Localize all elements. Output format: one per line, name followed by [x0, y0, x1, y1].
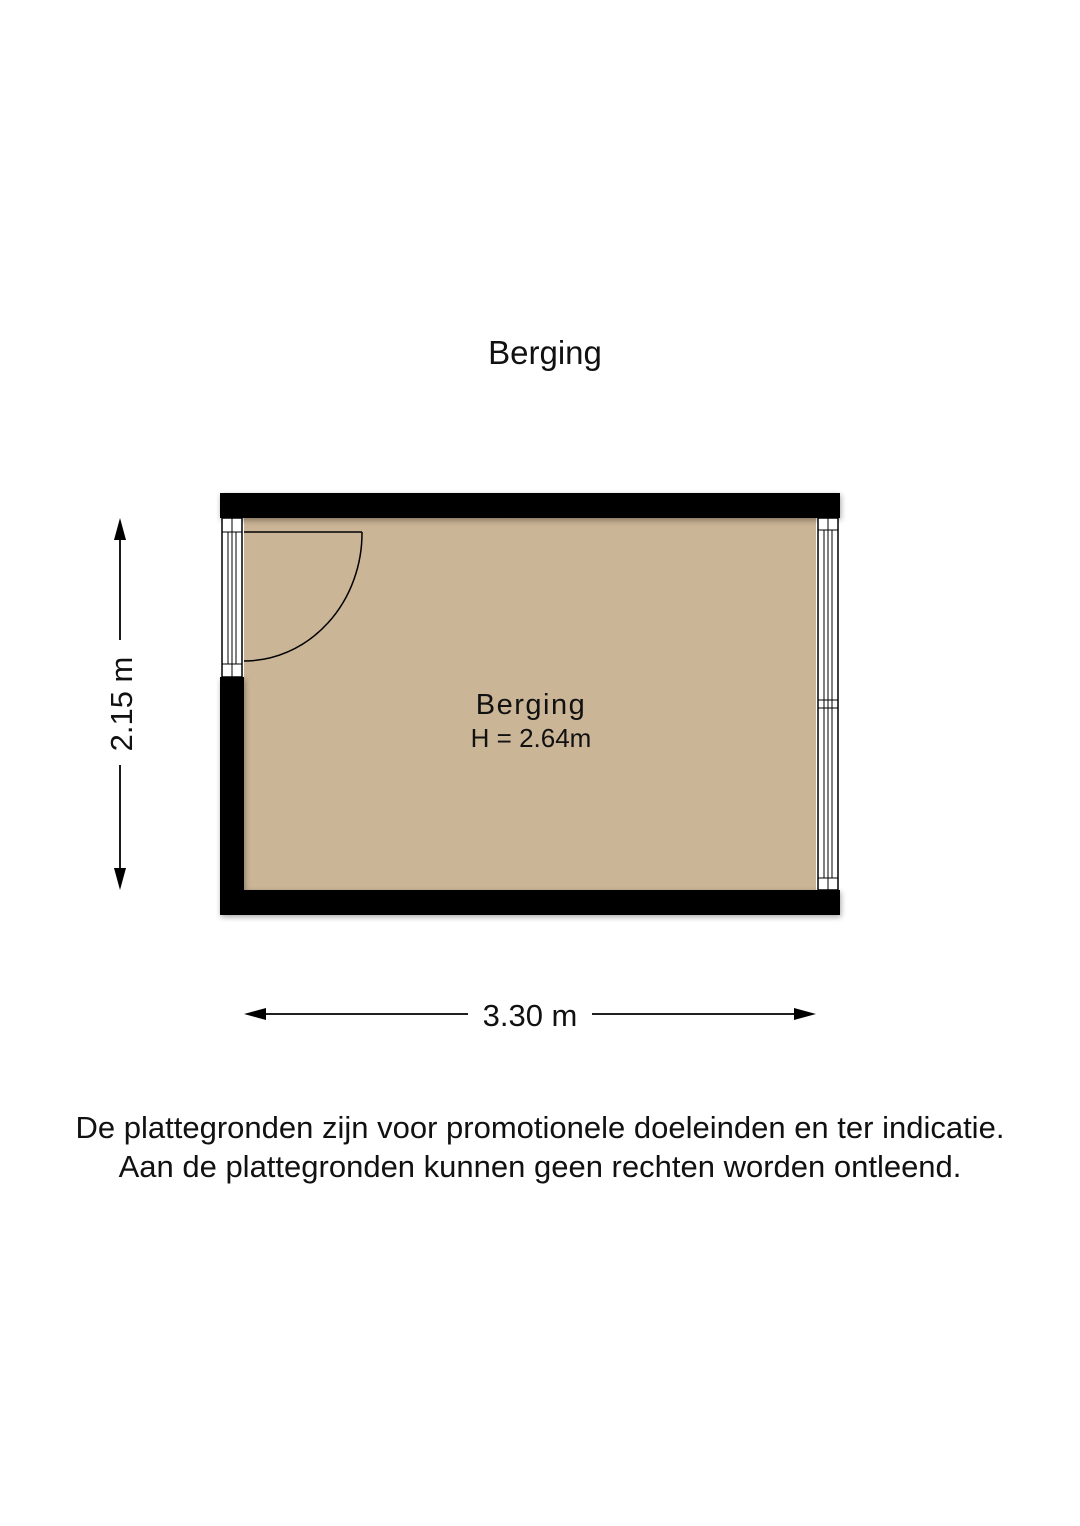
- room-height: H = 2.64m: [470, 723, 592, 753]
- right-window: [818, 518, 838, 890]
- depth-label: 2.15 m: [104, 656, 139, 752]
- arrow-up-icon: [114, 518, 126, 540]
- room-name: Berging: [475, 689, 587, 721]
- arrow-right-icon: [794, 1008, 816, 1020]
- width-label: 3.30 m: [482, 998, 578, 1033]
- disclaimer-line-2: Aan de plattegronden kunnen geen rechten worden ontleend.: [118, 1149, 962, 1184]
- depth-dimension: [104, 518, 139, 890]
- wall-left: [220, 677, 244, 890]
- wall-top: [220, 493, 840, 518]
- width-dimension: [244, 998, 816, 1033]
- left-window: [222, 518, 242, 677]
- floor-title: Berging: [488, 334, 602, 371]
- arrow-down-icon: [114, 868, 126, 890]
- disclaimer: [0, 1108, 1080, 1186]
- arrow-left-icon: [244, 1008, 266, 1020]
- disclaimer-line-1: De plattegronden zijn voor promotionele doeleinden en ter indicatie.: [75, 1110, 1005, 1145]
- wall-bottom: [220, 890, 840, 915]
